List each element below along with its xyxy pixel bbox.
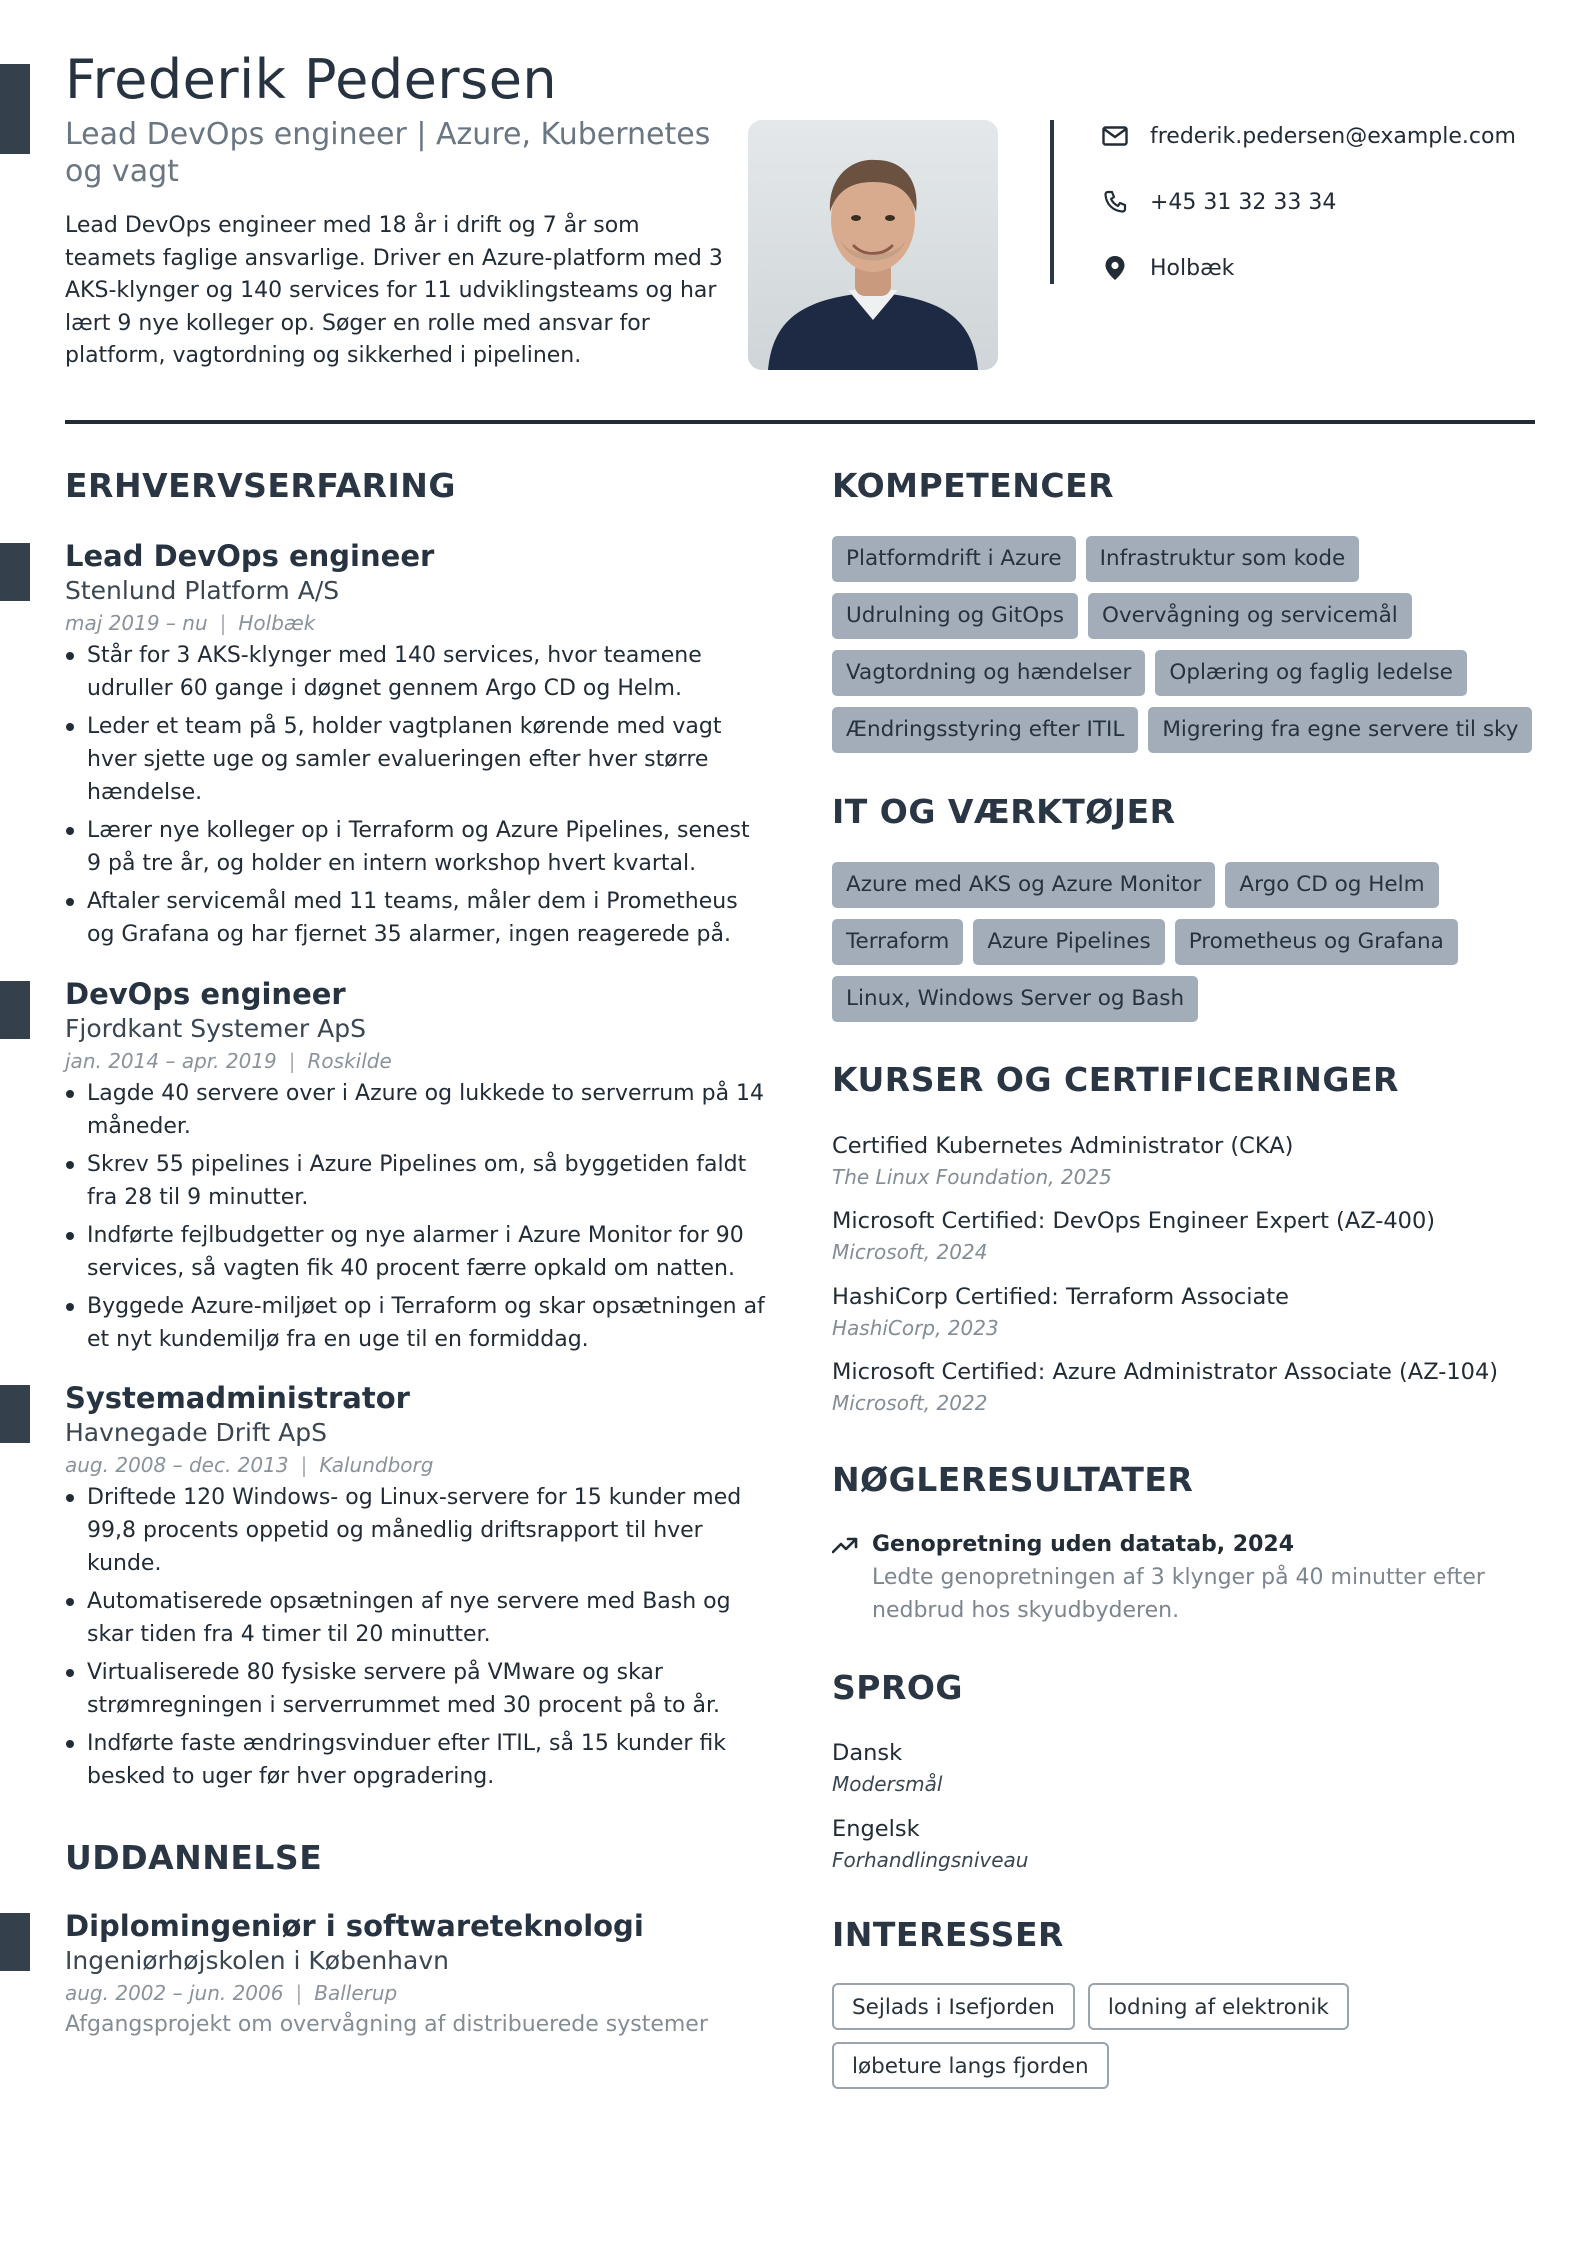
tool-tag: Terraform [832, 919, 963, 965]
job-accent-bar [0, 543, 30, 601]
certification-item [832, 1205, 1552, 1267]
location-text: Holbæk [1150, 255, 1235, 281]
job-location: Holbæk [238, 611, 316, 635]
job-dates: jan. 2014 – apr. 2019 [65, 1049, 277, 1073]
experience-item [65, 538, 765, 956]
job-bullets [65, 639, 765, 951]
job-title: Lead DevOps engineer [65, 539, 435, 573]
candidate-headline: Lead DevOps engineer | Azure, Kubernetes og vagt [65, 117, 711, 189]
list-item: Automatiserede opsætningen af nye servere med Bash og skar tiden fra 4 timer til 20 minutter. [65, 1585, 765, 1651]
result-title: Genopretning uden datatab, 2024 [872, 1532, 1295, 1557]
tool-tag: Argo CD og Helm [1225, 862, 1438, 908]
skill-tag: Oplæring og faglig ledelse [1155, 650, 1467, 696]
job-company: Fjordkant Systemer ApS [65, 1014, 366, 1043]
experience-item [65, 1380, 765, 1798]
job-accent-bar [0, 981, 30, 1039]
envelope-icon [1100, 121, 1130, 151]
job-title: Systemadministrator [65, 1381, 410, 1415]
interests-list [832, 1983, 1392, 2089]
list-item: Leder et team på 5, holder vagtplanen kørende med vagt hver sjette uge og samler evalueringen efter hver større hændelse. [65, 710, 765, 809]
skills-heading: KOMPETENCER [832, 466, 1115, 505]
resume-header [65, 48, 1535, 378]
job-meta: maj 2019 – nu | Holbæk [65, 611, 316, 635]
contact-location [1100, 248, 1540, 288]
portrait-illustration [748, 120, 998, 370]
skill-tag: Migrering fra egne servere til sky [1148, 707, 1532, 753]
skill-tag: Infrastruktur som kode [1086, 536, 1360, 582]
language-level: Modersmål [832, 1772, 943, 1796]
list-item: Lærer nye kolleger op i Terraform og Azure Pipelines, senest 9 på tre år, og holder en intern workshop hvert kvartal. [65, 814, 765, 880]
job-company: Havnegade Drift ApS [65, 1418, 327, 1447]
results-heading: NØGLERESULTATER [832, 1460, 1194, 1499]
list-item: Indførte fejlbudgetter og nye alarmer i Azure Monitor for 90 services, så vagten fik 40 procent færre opkald om natten. [65, 1219, 765, 1285]
language-level: Forhandlingsniveau [832, 1848, 1029, 1872]
result-item [832, 1528, 1532, 1627]
job-company: Stenlund Platform A/S [65, 576, 340, 605]
interests-heading: INTERESSER [832, 1915, 1064, 1954]
certification-name: Certified Kubernetes Administrator (CKA) [832, 1133, 1294, 1159]
contact-divider [1050, 120, 1054, 284]
trending-up-icon [832, 1536, 858, 1556]
contact-phone[interactable] [1100, 182, 1540, 222]
education-dates: aug. 2002 – jun. 2006 [65, 1981, 284, 2005]
certification-name: Microsoft Certified: DevOps Engineer Expert (AZ-400) [832, 1208, 1436, 1234]
skills-list [832, 536, 1552, 753]
list-item: Driftede 120 Windows- og Linux-servere for 15 kunder med 99,8 procents oppetid og månedlig driftsrapport til hver kunde. [65, 1481, 765, 1580]
contact-email[interactable] [1100, 116, 1540, 156]
list-item: Lagde 40 servere over i Azure og lukkede to serverrum på 14 måneder. [65, 1077, 765, 1143]
tool-tag: Linux, Windows Server og Bash [832, 976, 1198, 1022]
language-name: Engelsk [832, 1816, 920, 1842]
map-pin-icon [1100, 253, 1130, 283]
certification-issuer: Microsoft, 2024 [832, 1240, 988, 1264]
certification-name: Microsoft Certified: Azure Administrator Associate (AZ-104) [832, 1359, 1499, 1385]
job-meta: jan. 2014 – apr. 2019 | Roskilde [65, 1049, 392, 1073]
language-name: Dansk [832, 1740, 903, 1766]
languages-heading: SPROG [832, 1668, 964, 1707]
list-item: Aftaler servicemål med 11 teams, måler dem i Prometheus og Grafana og har fjernet 35 alarmer, ingen reagerede på. [65, 885, 765, 951]
job-location: Roskilde [307, 1049, 392, 1073]
interest-tag: lodning af elektronik [1088, 1983, 1349, 2030]
job-title: DevOps engineer [65, 977, 346, 1011]
list-item: Virtualiserede 80 fysiske servere på VMware og skar strømregningen i serverrummet med 30 procent på to år. [65, 1656, 765, 1722]
school-name: Ingeniørhøjskolen i København [65, 1946, 449, 1975]
job-dates: maj 2019 – nu [65, 611, 208, 635]
tool-tag: Azure Pipelines [973, 919, 1164, 965]
email-text: frederik.pedersen@example.com [1150, 123, 1516, 149]
degree-title: Diplomingeniør i softwareteknologi [65, 1909, 644, 1943]
education-item [65, 1908, 765, 2041]
profile-photo [748, 120, 998, 370]
education-heading: UDDANNELSE [65, 1838, 323, 1877]
interest-tag: løbeture langs fjorden [832, 2042, 1109, 2089]
education-accent-bar [0, 1913, 30, 1971]
header-accent-bar [0, 64, 30, 154]
tools-list [832, 862, 1552, 1022]
education-meta: aug. 2002 – jun. 2006 | Ballerup [65, 1981, 398, 2005]
certification-issuer: Microsoft, 2022 [832, 1391, 988, 1415]
experience-heading: ERHVERVSERFARING [65, 466, 457, 505]
phone-text: +45 31 32 33 34 [1150, 189, 1337, 215]
header-divider [65, 420, 1535, 424]
tool-tag: Azure med AKS og Azure Monitor [832, 862, 1215, 908]
certification-item [832, 1356, 1552, 1418]
certification-item [832, 1130, 1552, 1192]
job-meta: aug. 2008 – dec. 2013 | Kalundborg [65, 1453, 434, 1477]
job-location: Kalundborg [319, 1453, 434, 1477]
tools-heading: IT OG VÆRKTØJER [832, 792, 1176, 831]
skill-tag: Udrulning og GitOps [832, 593, 1078, 639]
phone-icon [1100, 187, 1130, 217]
certification-issuer: HashiCorp, 2023 [832, 1316, 999, 1340]
job-bullets [65, 1077, 765, 1356]
experience-item [65, 976, 765, 1361]
candidate-name: Frederik Pedersen [65, 48, 558, 111]
skill-tag: Vagtordning og hændelser [832, 650, 1145, 696]
list-item: Skrev 55 pipelines i Azure Pipelines om, så byggetiden faldt fra 28 til 9 minutter. [65, 1148, 765, 1214]
list-item: Indførte faste ændringsvinduer efter ITIL, så 15 kunder fik besked to uger før hver opgradering. [65, 1727, 765, 1793]
result-description: Ledte genopretningen af 3 klynger på 40 minutter efter nedbrud hos skyudbyderen. [872, 1565, 1485, 1623]
skill-tag: Overvågning og servicemål [1088, 593, 1412, 639]
interest-tag: Sejlads i Isefjorden [832, 1983, 1075, 2030]
language-item [832, 1737, 1532, 1799]
skill-tag: Ændringsstyring efter ITIL [832, 707, 1138, 753]
skill-tag: Platformdrift i Azure [832, 536, 1076, 582]
list-item: Står for 3 AKS-klynger med 140 services, hvor teamene udruller 60 gange i døgnet gennem Argo CD og Helm. [65, 639, 765, 705]
job-dates: aug. 2008 – dec. 2013 [65, 1453, 289, 1477]
certification-issuer: The Linux Foundation, 2025 [832, 1165, 1112, 1189]
job-bullets [65, 1481, 765, 1793]
tool-tag: Prometheus og Grafana [1175, 919, 1458, 965]
certification-item [832, 1281, 1552, 1343]
profile-summary: Lead DevOps engineer med 18 år i drift og 7 år som teamets faglige ansvarlige. Driver en Azure-platform med 3 AKS-klynger og 140 services for 11 udviklingsteams og har lært 9 nye kolleger op. Søger en rolle med ansvar for platform, vagtordning og sikkerhed i pipelinen. [65, 213, 723, 368]
list-item: Byggede Azure-miljøet op i Terraform og skar opsætningen af et nyt kundemiljø fra en uge til en formiddag. [65, 1290, 765, 1356]
courses-heading: KURSER OG CERTIFICERINGER [832, 1060, 1399, 1099]
language-item [832, 1813, 1532, 1875]
education-location: Ballerup [314, 1981, 398, 2005]
education-note: Afgangsprojekt om overvågning af distribuerede systemer [65, 2012, 708, 2037]
job-accent-bar [0, 1385, 30, 1443]
certification-name: HashiCorp Certified: Terraform Associate [832, 1284, 1289, 1310]
